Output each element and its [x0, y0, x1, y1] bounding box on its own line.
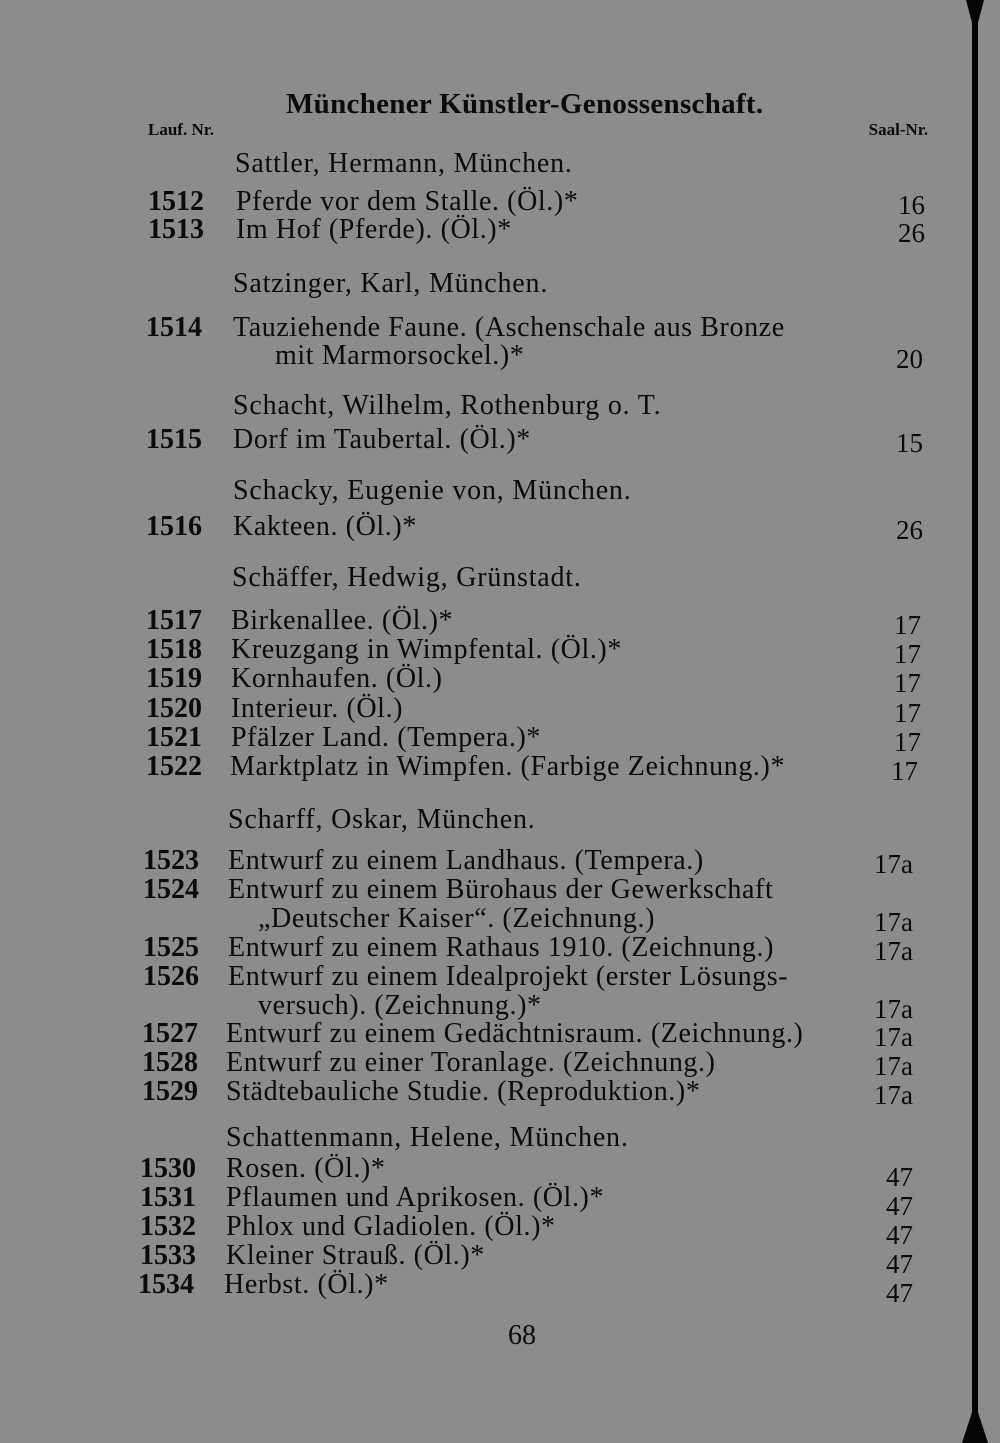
artist-heading: Sattler, Hermann, München.: [235, 148, 573, 179]
artist-heading: Scharff, Oskar, München.: [228, 804, 536, 835]
lauf-nr: 1527: [142, 1018, 198, 1049]
work-title: Entwurf zu einem Gedächtnisraum. (Zeichnung.): [226, 1018, 804, 1049]
lauf-nr: 1515: [146, 424, 202, 455]
saal-nr: 47: [886, 1191, 913, 1221]
lauf-nr: 1526: [143, 961, 199, 992]
work-title: Entwurf zu einem Idealprojekt (erster Lösungs-: [228, 961, 789, 992]
lauf-nr: 1514: [146, 312, 202, 343]
work-title: Kakteen. (Öl.)*: [233, 511, 417, 542]
work-title: Interieur. (Öl.): [231, 693, 404, 724]
saal-nr: 26: [898, 218, 925, 248]
work-title: Herbst. (Öl.)*: [224, 1269, 389, 1300]
work-title: Pfälzer Land. (Tempera.)*: [231, 722, 541, 753]
artist-heading: Schacky, Eugenie von, München.: [233, 475, 632, 506]
saal-nr: 17a: [874, 907, 913, 937]
lauf-nr: 1528: [142, 1047, 198, 1078]
work-title: versuch). (Zeichnung.)*: [258, 990, 542, 1021]
lauf-nr: 1512: [148, 186, 204, 217]
work-title: Kornhaufen. (Öl.): [231, 663, 443, 694]
work-title: Phlox und Gladiolen. (Öl.)*: [226, 1211, 556, 1242]
artist-heading: Schäffer, Hedwig, Grünstadt.: [232, 562, 582, 593]
lauf-nr: 1525: [143, 932, 199, 963]
saal-nr: 17a: [874, 936, 913, 966]
work-title: Kreuzgang in Wimpfental. (Öl.)*: [231, 634, 622, 665]
lauf-nr: 1513: [148, 214, 204, 245]
saal-nr: 17a: [874, 1080, 913, 1110]
saal-nr: 17: [894, 727, 921, 757]
lauf-nr: 1529: [142, 1076, 198, 1107]
lauf-nr: 1520: [146, 693, 202, 724]
saal-nr: 16: [898, 190, 925, 220]
work-title: „Deutscher Kaiser“. (Zeichnung.): [258, 903, 656, 934]
lauf-nr: 1517: [146, 605, 202, 636]
saal-nr: 47: [886, 1249, 913, 1279]
lauf-nr: 1519: [146, 663, 202, 694]
artist-heading: Schacht, Wilhelm, Rothenburg o. T.: [233, 390, 662, 421]
lauf-nr: 1534: [138, 1269, 194, 1300]
column-header-saal-nr: Saal-Nr.: [868, 120, 928, 139]
lauf-nr: 1522: [146, 751, 202, 782]
work-title: Pferde vor dem Stalle. (Öl.)*: [236, 186, 579, 217]
artist-heading: Schattenmann, Helene, München.: [226, 1122, 629, 1153]
saal-nr: 17: [891, 756, 918, 786]
page-edge-line: [972, 0, 978, 1443]
lauf-nr: 1533: [140, 1240, 196, 1271]
work-title: Rosen. (Öl.)*: [226, 1153, 386, 1184]
lauf-nr: 1521: [146, 722, 202, 753]
work-title: Dorf im Taubertal. (Öl.)*: [233, 424, 531, 455]
lauf-nr: 1523: [143, 845, 199, 876]
lauf-nr: 1531: [140, 1182, 196, 1213]
work-title: Kleiner Strauß. (Öl.)*: [226, 1240, 485, 1271]
saal-nr: 17a: [874, 1051, 913, 1081]
page-edge-bottom: [962, 1403, 988, 1443]
artist-heading: Satzinger, Karl, München.: [233, 268, 549, 299]
saal-nr: 47: [886, 1162, 913, 1192]
saal-nr: 17a: [874, 994, 913, 1024]
saal-nr: 15: [896, 428, 923, 458]
page-number: 68: [508, 1320, 536, 1351]
saal-nr: 17: [894, 668, 921, 698]
lauf-nr: 1524: [143, 874, 199, 905]
work-title: Entwurf zu einem Landhaus. (Tempera.): [228, 845, 704, 876]
work-title: Tauziehende Faune. (Aschenschale aus Bronze: [233, 312, 785, 343]
lauf-nr: 1518: [146, 634, 202, 665]
saal-nr: 47: [886, 1278, 913, 1308]
saal-nr: 17: [894, 610, 921, 640]
work-title: Entwurf zu einem Rathaus 1910. (Zeichnung.): [228, 932, 774, 963]
saal-nr: 20: [896, 344, 923, 374]
saal-nr: 47: [886, 1220, 913, 1250]
lauf-nr: 1532: [140, 1211, 196, 1242]
work-title: Im Hof (Pferde). (Öl.)*: [236, 214, 512, 245]
saal-nr: 17a: [874, 849, 913, 879]
saal-nr: 17a: [874, 1022, 913, 1052]
work-title: Städtebauliche Studie. (Reproduktion.)*: [226, 1076, 701, 1107]
page-title: Münchener Künstler-Genossenschaft.: [286, 88, 764, 120]
work-title: Entwurf zu einer Toranlage. (Zeichnung.): [226, 1047, 716, 1078]
work-title: Marktplatz in Wimpfen. (Farbige Zeichnung.)*: [230, 751, 786, 782]
lauf-nr: 1516: [146, 511, 202, 542]
saal-nr: 17: [894, 639, 921, 669]
saal-nr: 17: [894, 698, 921, 728]
work-title: Birkenallee. (Öl.)*: [231, 605, 454, 636]
work-title: mit Marmorsockel.)*: [275, 340, 525, 371]
lauf-nr: 1530: [140, 1153, 196, 1184]
column-header-lauf-nr: Lauf. Nr.: [148, 120, 214, 139]
work-title: Pflaumen und Aprikosen. (Öl.)*: [226, 1182, 605, 1213]
work-title: Entwurf zu einem Bürohaus der Gewerkschaft: [228, 874, 774, 905]
saal-nr: 26: [896, 515, 923, 545]
